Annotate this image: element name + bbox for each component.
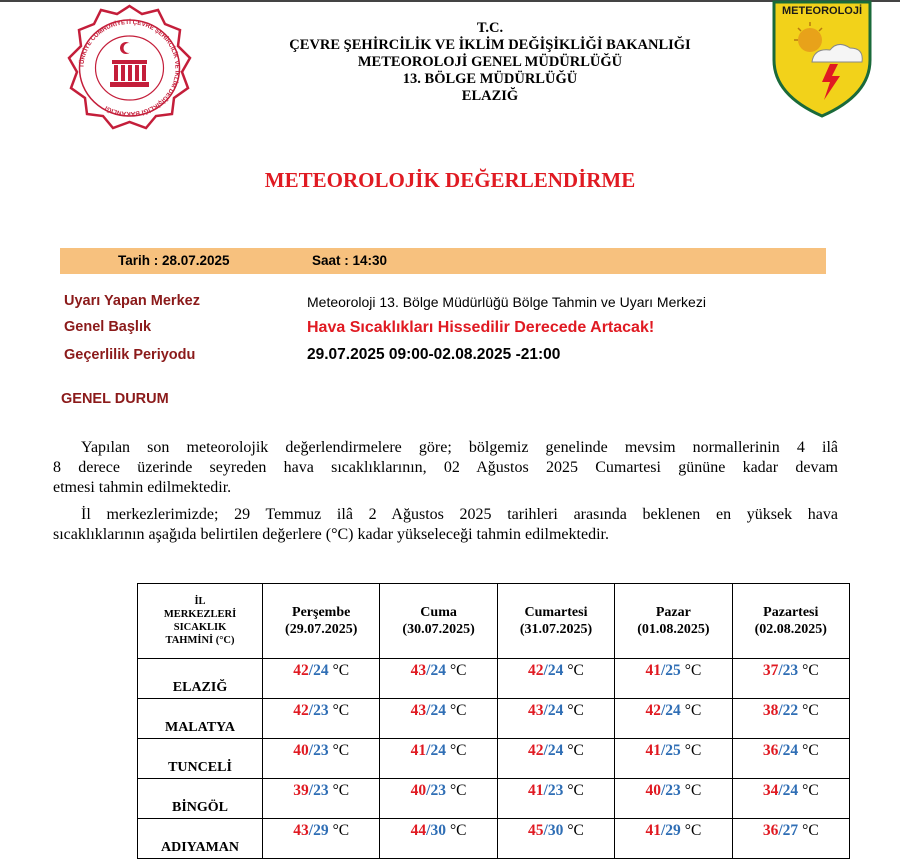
max-temp: 45: [528, 822, 544, 839]
day-date: (30.07.2025): [402, 622, 475, 637]
temp-unit: °C: [802, 702, 819, 719]
table-row: [138, 659, 850, 699]
temperature-cell: [732, 659, 849, 699]
temp-unit: °C: [684, 822, 702, 839]
min-temp: 25: [665, 742, 681, 759]
temperature-cell: [732, 819, 849, 859]
warning-center-value: Meteoroloji 13. Bölge Müdürlüğü Bölge Tahmin ve Uyarı Merkezi: [307, 294, 706, 310]
temp-separator: /: [543, 822, 548, 839]
temp-unit: °C: [802, 662, 819, 679]
temp-separator: /: [778, 742, 783, 759]
temp-separator: /: [660, 782, 666, 799]
max-temp: 43: [410, 702, 427, 719]
temp-unit: °C: [449, 822, 467, 839]
temp-separator: /: [660, 702, 666, 719]
header-line-ministry: ÇEVRE ŞEHİRCİLİK VE İKLİM DEĞİŞİKLİĞİ BAKANLIĞI: [289, 37, 691, 53]
temp-separator: /: [543, 702, 548, 719]
temp-separator: /: [426, 662, 431, 679]
temp-unit: °C: [449, 702, 467, 719]
temp-unit: °C: [567, 662, 584, 679]
table-row: [138, 739, 850, 779]
temperature-cell: [263, 699, 380, 739]
header-line-tc: T.C.: [476, 20, 504, 36]
min-temp: 24: [313, 662, 329, 679]
temp-separator: /: [660, 822, 666, 839]
paragraph-general: [53, 438, 838, 498]
min-temp: 23: [665, 782, 681, 799]
max-temp: 34: [762, 782, 779, 799]
city-name: TUNCELİ: [138, 739, 263, 779]
paragraph-line: 8 derece üzerinde seyreden hava sıcaklıklarının, 02 Ağustos 2025 Cumartesi gününe kadar devam: [53, 459, 838, 476]
temp-unit: °C: [802, 822, 819, 839]
temp-unit: °C: [332, 782, 350, 799]
header-line: TAHMİNİ (°C): [165, 635, 235, 646]
temp-unit: °C: [449, 782, 467, 799]
temp-separator: /: [308, 702, 314, 719]
validity-period-label: Geçerlilik Periyodu: [64, 347, 196, 363]
temp-unit: °C: [332, 702, 350, 719]
temp-separator: /: [543, 662, 548, 679]
temp-separator: /: [660, 662, 666, 679]
temp-unit: °C: [449, 742, 467, 759]
min-temp: 24: [430, 742, 446, 759]
temp-unit: °C: [684, 702, 702, 719]
header-line: SICAKLIK: [173, 622, 227, 633]
max-temp: 41: [645, 822, 661, 839]
max-temp: 37: [762, 662, 779, 679]
day-name: Pazartesi: [763, 605, 819, 620]
temp-separator: /: [660, 742, 666, 759]
max-temp: 41: [410, 742, 427, 759]
table-row: [138, 699, 850, 739]
min-temp: 24: [547, 662, 564, 679]
temperature-cell: [380, 699, 497, 739]
max-temp: 41: [528, 782, 544, 799]
day-column-header: [615, 584, 732, 659]
table-row: [138, 779, 850, 819]
headline-value: Hava Sıcaklıkları Hissedilir Derecede Artacak!: [307, 319, 655, 336]
temp-unit: °C: [449, 662, 467, 679]
temperature-cell: [263, 779, 380, 819]
paragraph-forecast-intro: [53, 505, 838, 545]
temp-separator: /: [426, 742, 431, 759]
min-temp: 27: [782, 822, 799, 839]
temp-separator: /: [543, 742, 548, 759]
max-temp: 43: [410, 662, 427, 679]
min-temp: 29: [313, 822, 329, 839]
temp-unit: °C: [567, 782, 584, 799]
min-temp: 29: [665, 822, 681, 839]
temp-unit: °C: [332, 822, 350, 839]
max-temp: 40: [410, 782, 427, 799]
header-block: [230, 20, 750, 105]
max-temp: 42: [528, 662, 544, 679]
max-temp: 44: [410, 822, 427, 839]
paragraph-line: İl merkezlerimizde; 29 Temmuz ilâ 2 Ağustos 2025 tarihleri arasında beklenen en yüksek hava: [81, 506, 838, 523]
temperature-cell: [380, 779, 497, 819]
temp-separator: /: [778, 822, 783, 839]
max-temp: 41: [645, 662, 661, 679]
max-temp: 42: [645, 702, 661, 719]
temp-unit: °C: [802, 742, 819, 759]
temperature-cell: [380, 659, 497, 699]
temp-separator: /: [308, 662, 314, 679]
min-temp: 22: [782, 702, 799, 719]
max-temp: 41: [645, 742, 661, 759]
min-temp: 24: [665, 702, 681, 719]
min-temp: 25: [665, 662, 681, 679]
day-date: (01.08.2025): [637, 622, 710, 637]
temperature-cell: [615, 699, 732, 739]
day-name: Pazar: [655, 605, 691, 620]
temp-unit: °C: [567, 702, 584, 719]
temp-separator: /: [426, 782, 431, 799]
temp-separator: /: [308, 822, 314, 839]
header-line-city: ELAZIĞ: [461, 88, 519, 104]
temp-unit: °C: [567, 742, 584, 759]
temp-unit: °C: [684, 782, 702, 799]
min-temp: 23: [313, 782, 329, 799]
temp-unit: °C: [332, 662, 350, 679]
city-name: ADIYAMAN: [138, 819, 263, 859]
temp-separator: /: [778, 662, 783, 679]
day-column-header: [380, 584, 497, 659]
paragraph-line: sıcaklıklarının aşağıda belirtilen değerlere (°C) kadar yükseleceği tahmin edilmektedir.: [53, 526, 609, 543]
max-temp: 42: [293, 702, 309, 719]
temp-separator: /: [308, 742, 314, 759]
min-temp: 24: [782, 782, 799, 799]
day-column-header: [732, 584, 849, 659]
temp-separator: /: [778, 782, 783, 799]
temperature-cell: [497, 659, 614, 699]
temperature-cell: [380, 819, 497, 859]
min-temp: 24: [782, 742, 799, 759]
seal-text: TÜRKİYE CUMHURİYETİ ÇEVRE ŞEHİRCİLİK VE İKLİM DEĞİŞİKLİĞİ BAKANLIĞI: [78, 18, 181, 118]
day-date: (02.08.2025): [754, 622, 827, 637]
temp-separator: /: [778, 702, 783, 719]
city-name: BİNGÖL: [138, 779, 263, 819]
temperature-cell: [615, 779, 732, 819]
temp-unit: °C: [332, 742, 350, 759]
warning-center-label: Uyarı Yapan Merkez: [64, 293, 200, 309]
header-line-directorate: METEOROLOJİ GENEL MÜDÜRLÜĞÜ: [357, 54, 623, 70]
min-temp: 23: [430, 782, 446, 799]
min-temp: 24: [547, 742, 564, 759]
temperature-cell: [497, 779, 614, 819]
min-temp: 24: [430, 702, 446, 719]
temperature-cell: [497, 699, 614, 739]
temperature-cell: [380, 739, 497, 779]
temp-unit: °C: [684, 742, 702, 759]
day-date: (31.07.2025): [519, 622, 593, 637]
headline-label: Genel Başlık: [64, 319, 152, 335]
temp-separator: /: [543, 782, 548, 799]
max-temp: 40: [645, 782, 661, 799]
temperature-forecast-table: [137, 583, 850, 859]
day-column-header: [497, 584, 614, 659]
temperature-cell: [263, 659, 380, 699]
general-situation-title: GENEL DURUM: [61, 391, 169, 407]
temperature-cell: [497, 819, 614, 859]
issue-date: Tarih : 28.07.2025: [118, 253, 230, 268]
max-temp: 38: [762, 702, 779, 719]
max-temp: 42: [528, 742, 544, 759]
min-temp: 23: [782, 662, 799, 679]
min-temp: 23: [313, 742, 329, 759]
city-name: ELAZIĞ: [138, 659, 263, 699]
temperature-cell: [263, 739, 380, 779]
city-column-header: [138, 584, 263, 659]
shield-text: METEOROLOJİ: [781, 5, 863, 17]
temp-separator: /: [426, 702, 431, 719]
temp-unit: °C: [802, 782, 819, 799]
temp-unit: °C: [684, 662, 702, 679]
temperature-cell: [732, 699, 849, 739]
issue-time: Saat : 14:30: [312, 253, 388, 268]
min-temp: 24: [547, 702, 564, 719]
table-header-row: [138, 584, 850, 659]
max-temp: 39: [293, 782, 309, 799]
temperature-cell: [615, 819, 732, 859]
date-time-bar: [60, 248, 826, 274]
temp-separator: /: [308, 782, 314, 799]
max-temp: 36: [762, 822, 779, 839]
max-temp: 43: [293, 822, 309, 839]
min-temp: 23: [313, 702, 329, 719]
min-temp: 24: [430, 662, 446, 679]
header-line: İL: [194, 596, 206, 607]
max-temp: 40: [293, 742, 309, 759]
paragraph-line: Yapılan son meteorolojik değerlendirmelere göre; bölgemiz genelinde mevsim normallerinin 4 ilâ: [81, 439, 838, 456]
temperature-cell: [615, 659, 732, 699]
document-title: METEOROLOJİK DEĞERLENDİRME: [264, 168, 636, 192]
max-temp: 36: [762, 742, 779, 759]
ministry-seal-logo: [62, 4, 197, 132]
temp-unit: °C: [567, 822, 584, 839]
temperature-cell: [732, 779, 849, 819]
validity-period-value: 29.07.2025 09:00-02.08.2025 -21:00: [307, 346, 561, 363]
temp-separator: /: [426, 822, 431, 839]
min-temp: 30: [547, 822, 564, 839]
meteoroloji-shield-logo: [772, 0, 872, 118]
header-line-region: 13. BÖLGE MÜDÜRLÜĞÜ: [402, 71, 578, 87]
day-name: Cumartesi: [524, 605, 588, 620]
city-name: MALATYA: [138, 699, 263, 739]
max-temp: 43: [528, 702, 544, 719]
temperature-cell: [497, 739, 614, 779]
day-name: Perşembe: [292, 605, 351, 620]
temperature-cell: [615, 739, 732, 779]
page-top-border: [0, 0, 900, 2]
day-name: Cuma: [420, 605, 457, 620]
max-temp: 42: [293, 662, 309, 679]
table-row: [138, 819, 850, 859]
day-date: (29.07.2025): [285, 622, 358, 637]
min-temp: 23: [547, 782, 564, 799]
day-column-header: [263, 584, 380, 659]
min-temp: 30: [430, 822, 446, 839]
temperature-cell: [732, 739, 849, 779]
header-line: MERKEZLERİ: [163, 609, 237, 620]
temperature-cell: [263, 819, 380, 859]
paragraph-line: etmesi tahmin edilmektedir.: [53, 479, 232, 496]
